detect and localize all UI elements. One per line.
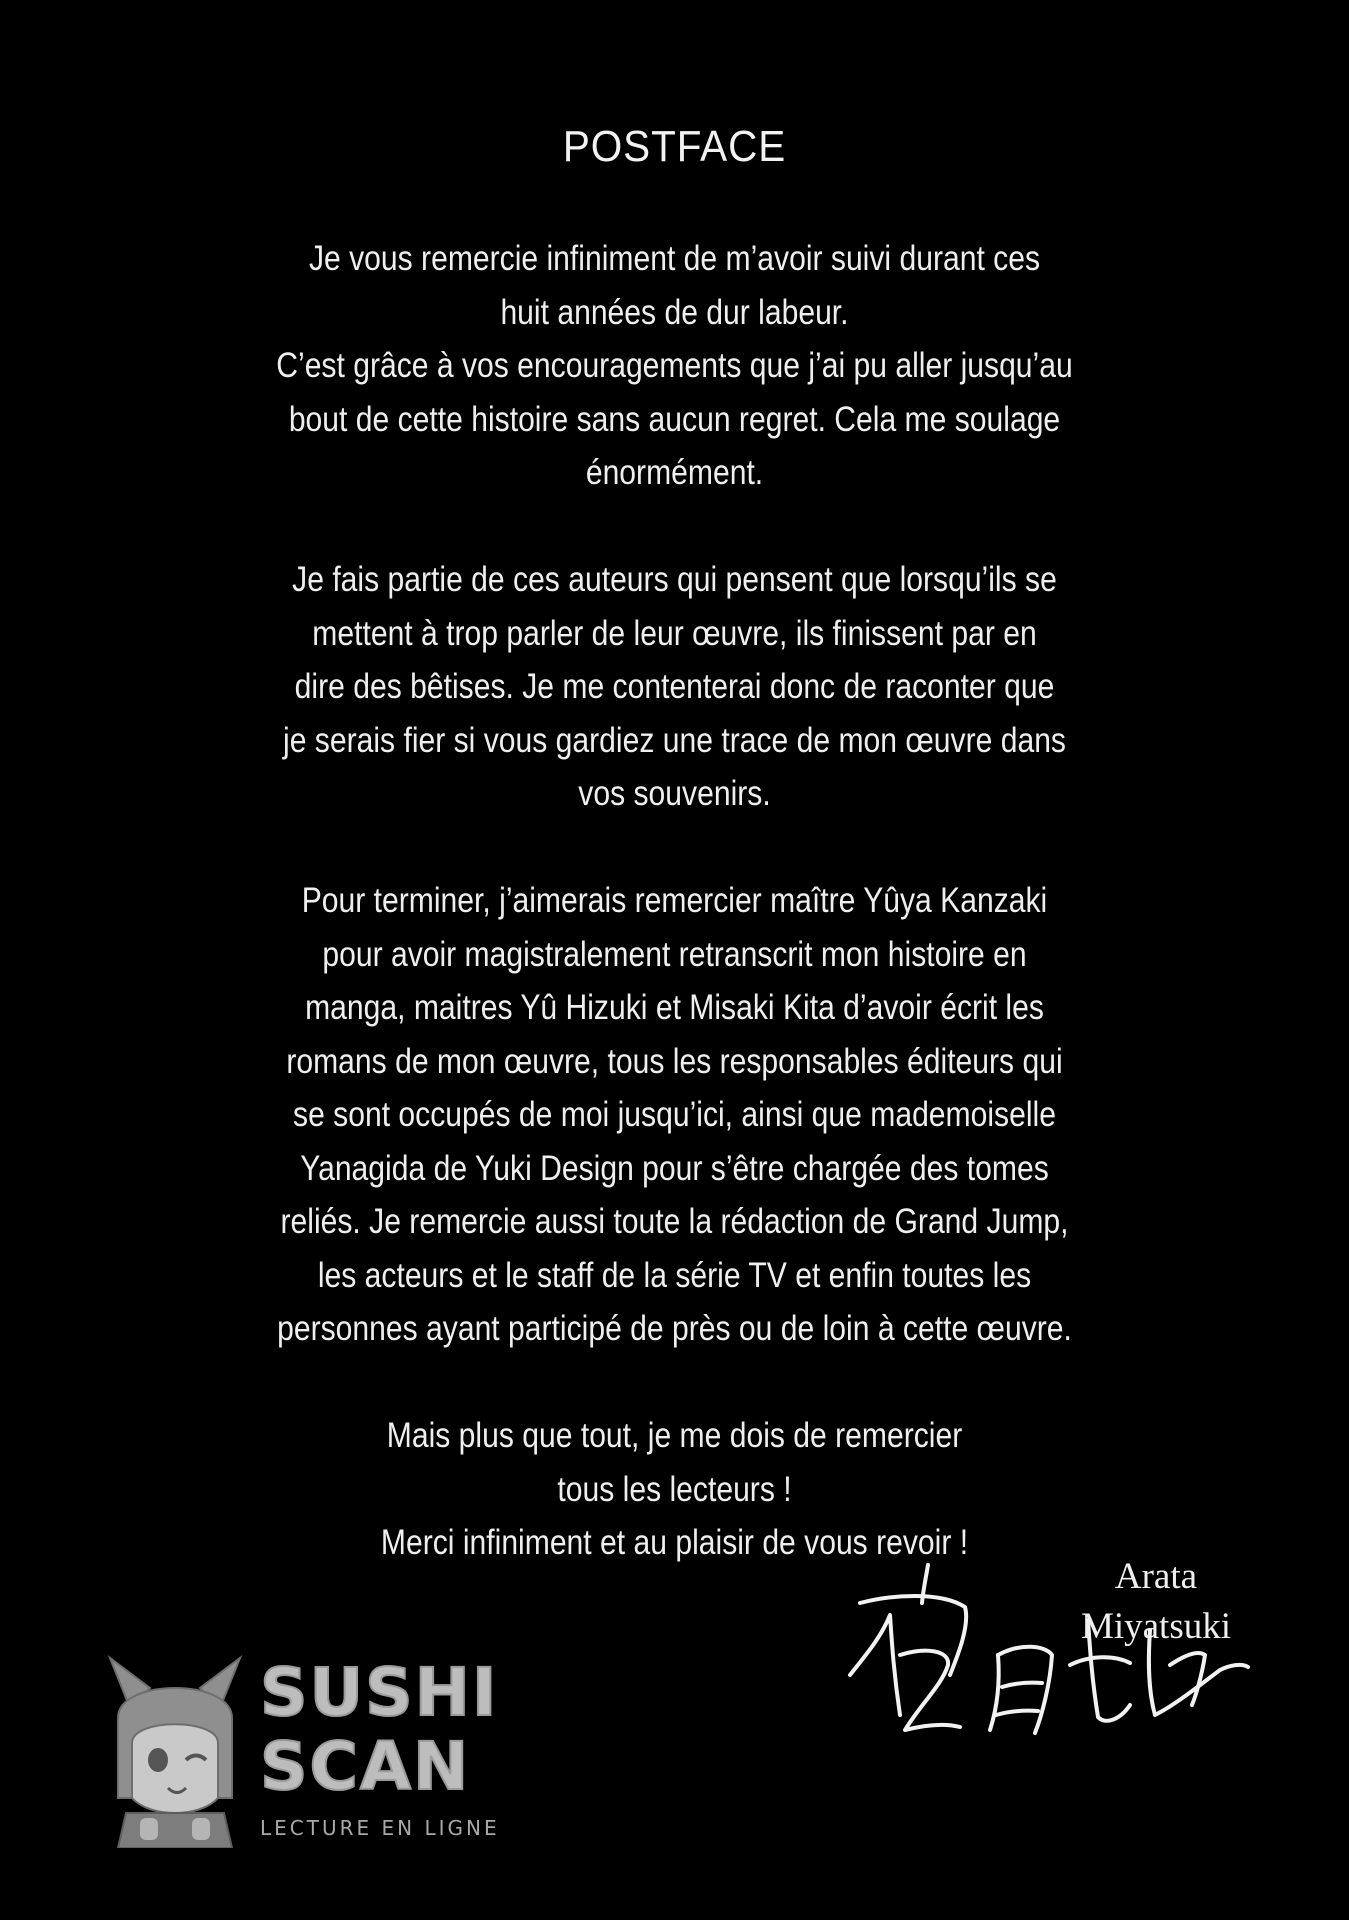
paragraph-2 bbox=[232, 553, 1117, 821]
text-line: se sont occupés de moi jusqu’ici, ainsi que mademoiselle bbox=[293, 1095, 1056, 1134]
author-last-name: Miyatsuki bbox=[1080, 1606, 1231, 1647]
text-line: tous les lecteurs ! bbox=[557, 1469, 792, 1509]
postface-body bbox=[232, 232, 1117, 1570]
watermark-tagline: LECTURE EN LIGNE bbox=[260, 1816, 500, 1840]
text-line: énormément. bbox=[585, 453, 764, 492]
paragraph-1 bbox=[232, 232, 1117, 500]
text-line: huit années de dur labeur. bbox=[500, 292, 849, 332]
text-line: je serais fier si vous gardiez une trace de mon œuvre dans bbox=[283, 720, 1066, 760]
text-line: Yanagida de Yuki Design pour s’être chargée des tomes bbox=[300, 1148, 1049, 1188]
author-first-name: Arata bbox=[1114, 1556, 1198, 1597]
text-line: C’est grâce à vos encouragements que j’ai pu aller jusqu’au bbox=[276, 346, 1073, 385]
text-line: personnes ayant participé de près ou de loin à cette œuvre. bbox=[277, 1309, 1072, 1348]
page-title: POSTFACE bbox=[562, 122, 787, 171]
text-line: les acteurs et le staff de la série TV et enfin toutes les bbox=[317, 1255, 1032, 1295]
mascot-logo-icon bbox=[100, 1648, 250, 1848]
sushi-scan-watermark bbox=[100, 1648, 560, 1848]
text-line: vos souvenirs. bbox=[578, 774, 771, 813]
text-line: mettent à trop parler de leur œuvre, ils finissent par en bbox=[312, 613, 1037, 653]
paragraph-3 bbox=[232, 874, 1117, 1356]
author-signature bbox=[830, 1555, 1260, 1745]
text-line: manga, maitres Yû Hizuki et Misaki Kita d’avoir écrit les bbox=[305, 988, 1044, 1027]
paragraph-4 bbox=[232, 1409, 1117, 1570]
text-line: romans de mon œuvre, tous les responsables éditeurs qui bbox=[286, 1041, 1063, 1081]
watermark-title-line-1: SUSHI bbox=[260, 1654, 499, 1731]
text-line: Je vous remercie infiniment de m’avoir suivi durant ces bbox=[308, 239, 1041, 278]
text-line: Je fais partie de ces auteurs qui pensent que lorsqu’ils se bbox=[292, 560, 1057, 599]
text-line: Mais plus que tout, je me dois de remercier bbox=[386, 1416, 963, 1455]
text-line: reliés. Je remercie aussi toute la rédaction de Grand Jump, bbox=[280, 1202, 1069, 1241]
text-line: dire des bêtises. Je me contenterai donc de raconter que bbox=[294, 667, 1055, 706]
text-line: Merci infiniment et au plaisir de vous revoir ! bbox=[380, 1523, 969, 1562]
text-line: Pour terminer, j’aimerais remercier maître Yûya Kanzaki bbox=[301, 881, 1048, 920]
watermark-title-line-2: SCAN bbox=[260, 1728, 471, 1805]
text-line: pour avoir magistralement retranscrit mon histoire en bbox=[322, 934, 1027, 974]
text-line: bout de cette histoire sans aucun regret. Cela me soulage bbox=[288, 399, 1061, 439]
